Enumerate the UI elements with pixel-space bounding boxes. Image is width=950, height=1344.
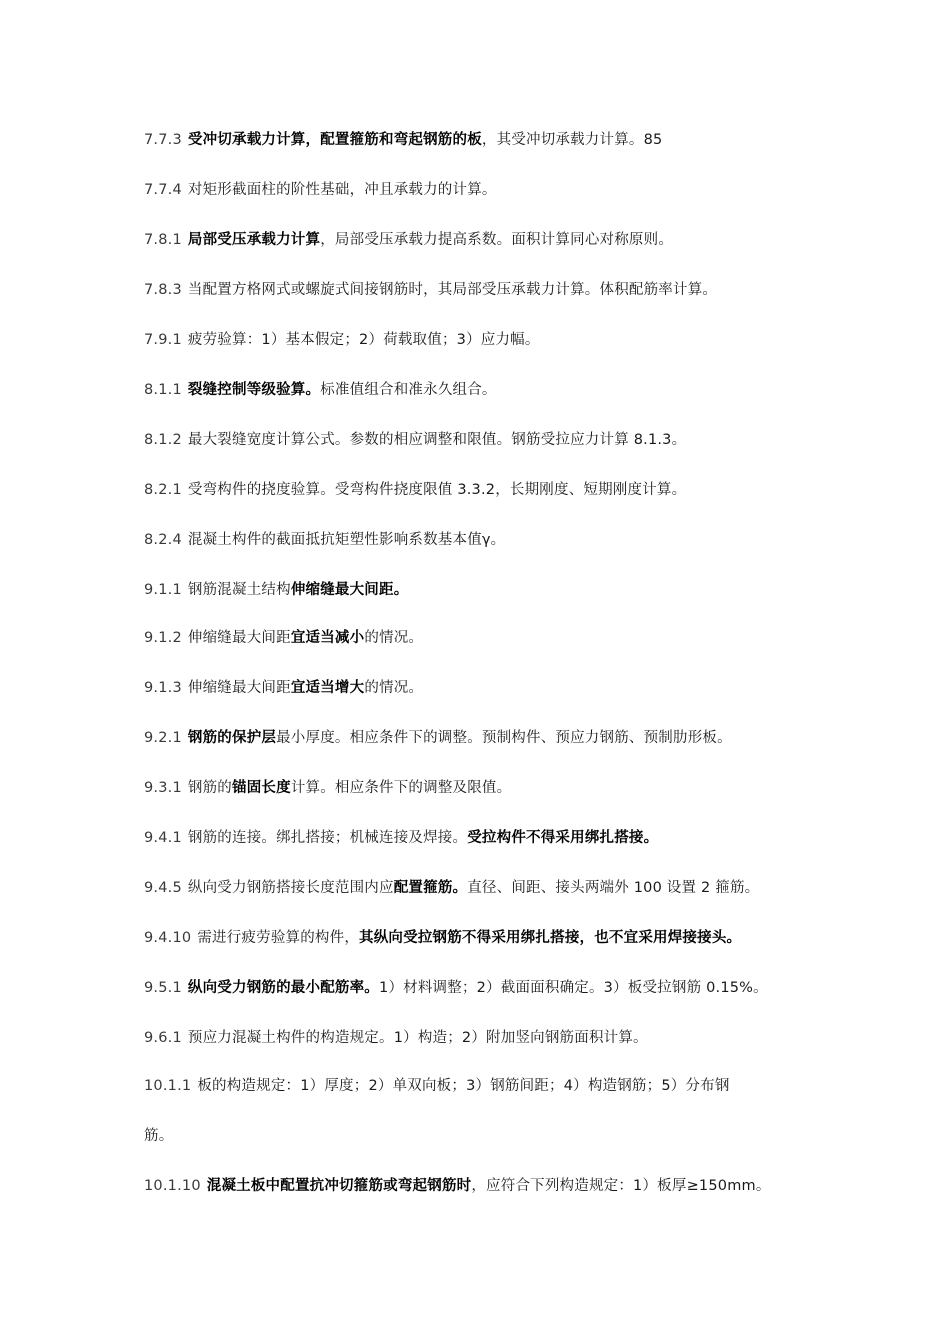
clause-text-bold: 纵向受力钢筋的最小配筋率。 — [187, 980, 380, 996]
clause-text-bold: 局部受压承载力计算 — [187, 232, 321, 248]
clause-number: 9.1.3 — [144, 680, 182, 696]
clause-number: 9.5.1 — [144, 980, 182, 996]
clause-number: 8.1.2 — [144, 432, 182, 448]
clause-text-bold: 其纵向受拉钢筋不得采用绑扎搭接，也不宜采用焊接接头。 — [359, 930, 742, 946]
clause-line — [144, 330, 824, 350]
clause-number: 9.4.10 — [144, 930, 192, 946]
clause-text: 纵向受力钢筋搭接长度范围内应 — [187, 880, 394, 896]
clause-text: 伸缩缝最大间距 — [187, 630, 291, 646]
clause-text: 标准值组合和准永久组合。 — [320, 382, 497, 398]
clause-number: 9.4.1 — [144, 830, 182, 846]
clause-text: 疲劳验算：1）基本假定；2）荷载取值；3）应力幅。 — [187, 332, 540, 348]
clause-number: 9.1.2 — [144, 630, 182, 646]
clause-line — [144, 1076, 824, 1096]
clause-text: 钢筋混凝土结构 — [187, 582, 291, 598]
clause-number: 8.2.1 — [144, 482, 182, 498]
clause-text: 最小厚度。相应条件下的调整。预制构件、预应力钢筋、预制肋形板。 — [276, 730, 732, 746]
clause-number: 8.1.1 — [144, 382, 182, 398]
clause-text: 钢筋的连接。绑扎搭接；机械连接及焊接。 — [187, 830, 468, 846]
clause-line — [144, 678, 824, 698]
clause-number: 7.7.4 — [144, 182, 182, 198]
clause-text: 最大裂缝宽度计算公式。参数的相应调整和限值。钢筋受拉应力计算 8.1.3。 — [187, 432, 687, 448]
clause-number: 9.1.1 — [144, 582, 182, 598]
clause-line — [144, 978, 824, 998]
clause-text: 当配置方格网式或螺旋式间接钢筋时，其局部受压承载力计算。体积配筋率计算。 — [187, 282, 718, 298]
clause-text-bold: 受拉构件不得采用绑扎搭接。 — [467, 830, 659, 846]
clause-number: 7.7.3 — [144, 132, 182, 148]
clause-text-bold: 裂缝控制等级验算。 — [187, 382, 321, 398]
clause-text: 需进行疲劳验算的构件， — [197, 930, 360, 946]
clause-number: 10.1.10 — [144, 1178, 201, 1194]
clause-number: 8.2.4 — [144, 532, 182, 548]
clause-line — [144, 1028, 824, 1048]
clause-number: 7.9.1 — [144, 332, 182, 348]
clause-text: 的情况。 — [364, 630, 424, 646]
clause-text-bold: 配置箍筋。 — [393, 880, 468, 896]
clause-text: 板的构造规定：1）厚度；2）单双向板；3）钢筋间距；4）构造钢筋；5）分布钢 — [197, 1078, 730, 1094]
clause-text: ，其受冲切承载力计算。85 — [481, 132, 663, 148]
clause-text: 对矩形截面柱的阶性基础，冲且承载力的计算。 — [187, 182, 497, 198]
clause-line — [144, 130, 824, 150]
clause-line — [144, 928, 824, 948]
clause-text: 的情况。 — [364, 680, 424, 696]
clause-text-bold: 锚固长度 — [232, 780, 291, 796]
clause-line — [144, 430, 824, 450]
clause-line — [144, 778, 824, 798]
clause-text-bold: 钢筋的保护层 — [187, 730, 277, 746]
clause-text: 1）材料调整；2）截面面积确定。3）板受拉钢筋 0.15%。 — [379, 980, 768, 996]
clause-line — [144, 1176, 824, 1196]
clause-line — [144, 728, 824, 748]
clause-text-bold: 混凝土板中配置抗冲切箍筋或弯起钢筋时 — [206, 1178, 472, 1194]
clause-line — [144, 230, 824, 250]
clause-number: 10.1.1 — [144, 1078, 192, 1094]
clause-line — [144, 180, 824, 200]
clause-line — [144, 380, 824, 400]
clause-line — [144, 828, 824, 848]
clause-number: 9.2.1 — [144, 730, 182, 746]
clause-line — [144, 530, 824, 550]
clause-number: 7.8.1 — [144, 232, 182, 248]
clause-text: 预应力混凝土构件的构造规定。1）构造；2）附加竖向钢筋面积计算。 — [187, 1030, 648, 1046]
clause-text: ，局部受压承载力提高系数。面积计算同心对称原则。 — [320, 232, 674, 248]
clause-text: 钢筋的 — [187, 780, 233, 796]
clause-number: 9.4.5 — [144, 880, 182, 896]
clause-text: 计算。相应条件下的调整及限值。 — [290, 780, 512, 796]
clause-line — [144, 480, 824, 500]
clause-text: 受弯构件的挠度验算。受弯构件挠度限值 3.3.2，长期刚度、短期刚度计算。 — [187, 482, 687, 498]
clause-text: 混凝土构件的截面抵抗矩塑性影响系数基本值γ。 — [187, 532, 506, 548]
clause-number: 9.6.1 — [144, 1030, 182, 1046]
clause-line — [144, 1126, 824, 1146]
clause-text: 筋。 — [144, 1128, 174, 1144]
clause-text: ，应符合下列构造规定：1）板厚≥150mm。 — [471, 1178, 771, 1194]
clause-text: 直径、间距、接头两端外 100 设置 2 箍筋。 — [467, 880, 760, 896]
clause-line — [144, 628, 824, 648]
clause-number: 9.3.1 — [144, 780, 182, 796]
clause-line — [144, 580, 824, 600]
clause-number: 7.8.3 — [144, 282, 182, 298]
clause-line — [144, 280, 824, 300]
clause-text-bold: 宜适当减小 — [290, 630, 365, 646]
clause-text: 伸缩缝最大间距 — [187, 680, 291, 696]
clause-line — [144, 878, 824, 898]
clause-text-bold: 受冲切承载力计算，配置箍筋和弯起钢筋的板 — [187, 132, 482, 148]
clause-text-bold: 伸缩缝最大间距。 — [290, 582, 409, 598]
clause-text-bold: 宜适当增大 — [290, 680, 365, 696]
